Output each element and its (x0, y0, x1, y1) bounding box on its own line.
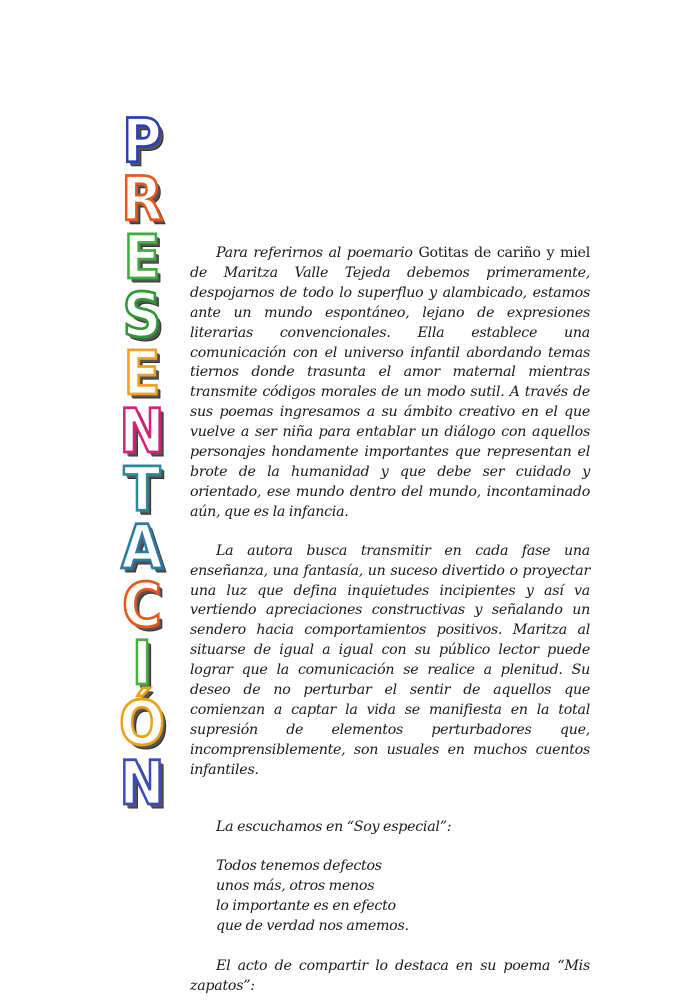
title-letter: A (121, 512, 163, 583)
main-text (190, 244, 590, 997)
poem-verse (190, 857, 590, 937)
paragraph-intro-lead: Para referirnos al poemario (216, 245, 419, 261)
title-letter: C (122, 570, 162, 641)
title-letter: E (123, 338, 161, 409)
title-letter: S (122, 280, 162, 351)
title-letter: E (123, 222, 161, 293)
paragraph-sharing: El acto de compartir lo destaca en su poema “Mis zapatos”: (190, 958, 590, 994)
verse-line: Todos tenemos defectos (216, 858, 382, 875)
paragraph-intro (190, 244, 590, 523)
verse-line: unos más, otros menos (216, 878, 375, 895)
verse-line: lo importante es en efecto (216, 898, 396, 915)
title-letter: R (121, 164, 163, 235)
title-letter: T (123, 454, 161, 525)
verse-line: que de verdad nos amemos. (216, 918, 409, 935)
title-letter: I (131, 628, 153, 699)
title-letter: P (122, 106, 162, 177)
title-letter: Ó (119, 688, 165, 759)
paragraph-author: La autora busca transmitir en cada fase una enseñanza, una fantasía, un suceso divertido o proyectar una luz que defina inquietudes incipientes y así va vertiendo apreciaciones constructivas y señalando un sendero hacia comportamientos positivos. Maritza al situarse de igual a igual con su público lector puede lograr que la comunicación se realice a plenitud. Su deseo de no perturbar el sentir de aquellos que comienzan a captar la vida se manifiesta en la total supresión de elementos perturbadores que, incomprensiblemente, son usuales en muchos cuentos infantiles. (190, 542, 590, 778)
paragraph-intro-rest: de Maritza Valle Tejeda debemos primeramente, despojarnos de todo lo superfluo y alambicado, estamos ante un mundo espontáneo, lejano de expresiones literarias convencionales. Ella establece una comunicación con el universo infantil abordando temas tiernos donde trasunta el amor maternal mientras transmite códigos morales de un modo sutil. A través de sus poemas ingresamos a su ámbito creativo en el que vuelve a ser niña para entablar un diálogo con aquellos personajes hondamente importantes que representan el brote de la humanidad y que debe ser cuidado y orientado, ese mundo dentro del mundo, incontaminado aún, que es la infancia. (190, 264, 590, 520)
paragraph-quote-intro: La escuchamos en “Soy especial”: (216, 818, 452, 835)
title-letter: N (119, 396, 165, 467)
side-title-presentacion (112, 106, 172, 819)
title-letter: N (119, 748, 165, 819)
book-title: Gotitas de cariño y miel (418, 245, 590, 261)
